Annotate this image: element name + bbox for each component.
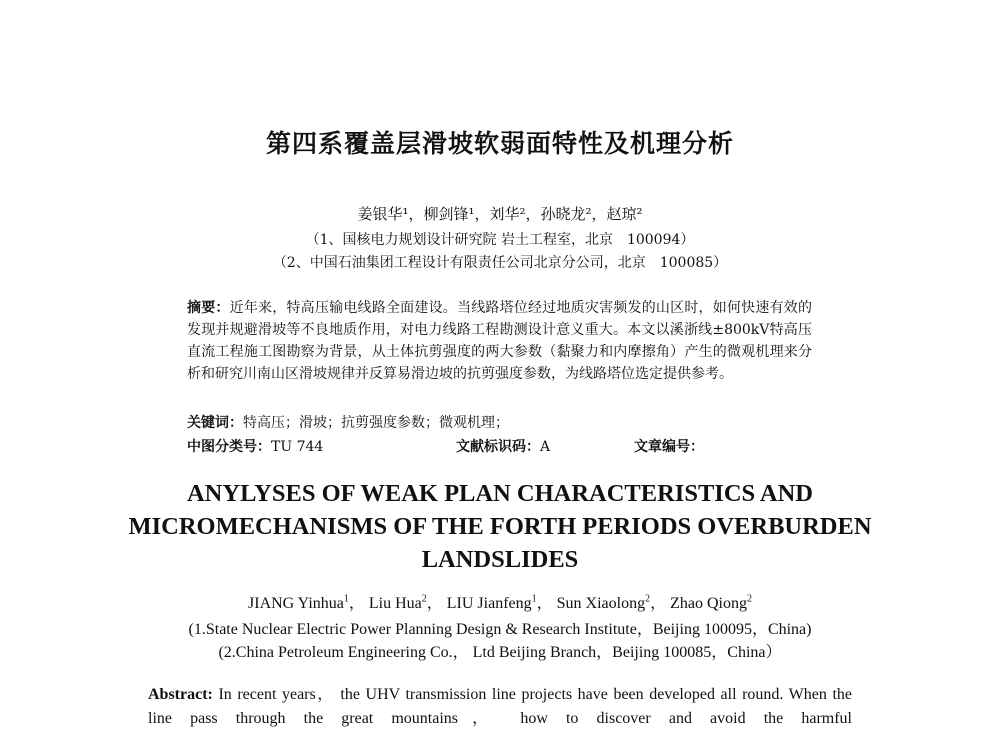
- classification-label: 中图分类号：: [187, 439, 271, 455]
- document-id-label: 文献标识码：: [456, 439, 540, 455]
- english-affiliation-1: (1.State Nuclear Electric Power Planning Design & Research Institute，Beijing 100095，China): [188, 621, 812, 638]
- author-2-name: Liu Hua: [368, 595, 422, 612]
- author-1-name: JIANG Yinhua: [248, 595, 344, 612]
- article-number-label: 文章编号：: [634, 439, 704, 455]
- chinese-abstract-text: 近年来，特高压输电线路全面建设。当线路塔位经过地质灾害频发的山区时，如何快速有效的发现并规避滑坡等不良地质作用，对电力线路工程勘测设计意义重大。本文以溪浙线±800kV特高压直流工程施工图勘察为背景，从土体抗剪强度的两大参数（黏聚力和内摩擦角）产生的微观机理来分析和研究川南山区滑坡规律并反算易滑边坡的抗剪强度参数，为线路塔位选定提供参考。: [187, 300, 813, 382]
- keywords-label: 关键词：: [187, 415, 243, 431]
- chinese-affiliation-2: （2、中国石油集团工程设计有限责任公司北京分公司，北京 100085）: [272, 255, 728, 271]
- author-3-name: LIU Jianfeng: [446, 595, 532, 612]
- author-5-sup: 2: [746, 593, 752, 605]
- chinese-abstract-label: 摘要：: [187, 300, 230, 316]
- author-3-sup: 1: [531, 593, 537, 605]
- chinese-abstract: [187, 297, 812, 385]
- english-title: ANYLYSES OF WEAK PLAN CHARACTERISTICS AND MICROMECHANISMS OF THE FORTH PERIODS OVERBURDEN LANDSLIDES: [128, 480, 872, 573]
- author-4-name: Sun Xiaolong: [556, 595, 646, 612]
- chinese-affiliation-1: （1、国核电力规划设计研究院 岩土工程室，北京 100094）: [305, 232, 695, 248]
- english-abstract: [148, 683, 852, 731]
- document-id-value: A: [540, 439, 551, 455]
- english-abstract-label: Abstract:: [148, 686, 213, 703]
- english-affiliation-2: (2.China Petroleum Engineering Co.， Ltd Beijing Branch，Beijing 100085，China）: [218, 644, 782, 661]
- classification-number: [187, 436, 323, 456]
- chinese-keywords: [187, 412, 509, 432]
- author-1-sup: 1: [343, 593, 349, 605]
- author-5-name: Zhao Qiong: [670, 595, 747, 612]
- chinese-title: 第四系覆盖层滑坡软弱面特性及机理分析: [265, 129, 734, 158]
- english-abstract-text: In recent years， the UHV transmission line projects have been developed all round. When the line pass through the great mountains， how to discover and avoid the harmful: [148, 686, 852, 727]
- classification-value: TU 744: [271, 439, 324, 455]
- article-number: [634, 436, 704, 456]
- chinese-authors: 姜银华¹，柳剑锋¹，刘华²，孙晓龙²，赵琼²: [357, 205, 643, 223]
- author-2-sup: 2: [421, 593, 427, 605]
- english-authors: JIANG Yinhua$^1$， Liu Hua$^2$， LIU Jianfeng$^1$， Sun Xiaolong$^2$， Zhao Qiong$^2$: [248, 593, 752, 612]
- author-4-sup: 2: [645, 593, 651, 605]
- document-id: [456, 436, 550, 456]
- keywords-text: 特高压；滑坡；抗剪强度参数；微观机理；: [243, 415, 509, 431]
